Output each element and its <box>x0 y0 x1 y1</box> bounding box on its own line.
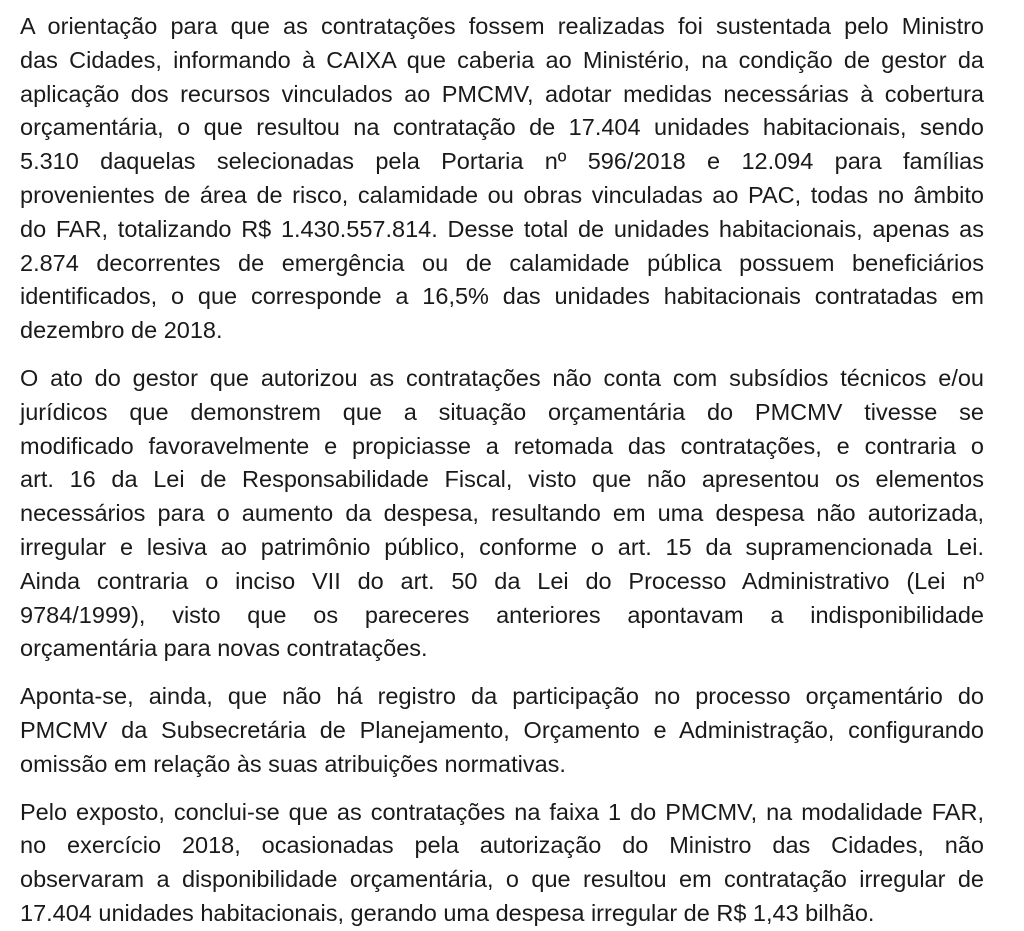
paragraph-line: jurídicos que demonstrem que a situação orçamentária do PMCMV tivesse se <box>20 398 984 425</box>
paragraph-line: 9784/1999), visto que os pareceres anteriores apontavam a indisponibilidade <box>20 601 984 628</box>
paragraph-3 <box>20 680 984 781</box>
paragraph-line: 5.310 daquelas selecionadas pela Portaria nº 596/2018 e 12.094 para famílias <box>20 148 984 175</box>
paragraph-2 <box>20 362 984 666</box>
paragraph-line: orçamentária para novas contratações. <box>20 635 428 662</box>
paragraph-line: orçamentária, o que resultou na contratação de 17.404 unidades habitacionais, sendo <box>20 114 984 141</box>
paragraph-line: aplicação dos recursos vinculados ao PMCMV, adotar medidas necessárias à cobertura <box>20 80 984 107</box>
paragraph-line: A orientação para que as contratações fossem realizadas foi sustentada pelo Ministro <box>20 13 984 39</box>
paragraph-line: das Cidades, informando à CAIXA que caberia ao Ministério, na condição de gestor da <box>20 46 984 73</box>
paragraph-line: PMCMV da Subsecretária de Planejamento, Orçamento e Administração, configurando <box>20 716 984 743</box>
paragraph-line: 17.404 unidades habitacionais, gerando uma despesa irregular de R$ 1,43 bilhão. <box>20 899 875 926</box>
paragraph-1 <box>20 10 984 348</box>
paragraph-line: dezembro de 2018. <box>20 317 223 344</box>
paragraph-line: irregular e lesiva ao patrimônio público, conforme o art. 15 da supramencionada Lei. <box>20 533 984 560</box>
paragraph-line: modificado favoravelmente e propiciasse a retomada das contratações, e contraria o <box>20 432 984 459</box>
paragraph-line: necessários para o aumento da despesa, resultando em uma despesa não autorizada, <box>20 500 984 527</box>
paragraph-line: no exercício 2018, ocasionadas pela autorização do Ministro das Cidades, não <box>20 832 984 859</box>
paragraph-line: provenientes de área de risco, calamidade ou obras vinculadas ao PAC, todas no âmbito <box>20 181 984 208</box>
paragraph-line: omissão em relação às suas atribuições normativas. <box>20 750 566 777</box>
paragraph-line: Aponta-se, ainda, que não há registro da participação no processo orçamentário do <box>20 683 984 710</box>
paragraph-line: art. 16 da Lei de Responsabilidade Fiscal, visto que não apresentou os elementos <box>20 466 984 493</box>
paragraph-line: observaram a disponibilidade orçamentária, o que resultou em contratação irregular de <box>20 866 984 893</box>
paragraph-line: 2.874 decorrentes de emergência ou de calamidade pública possuem beneficiários <box>20 249 984 276</box>
paragraph-line: O ato do gestor que autorizou as contratações não conta com subsídios técnicos e/ou <box>20 364 984 391</box>
paragraph-4 <box>20 796 984 931</box>
paragraph-line: Ainda contraria o inciso VII do art. 50 da Lei do Processo Administrativo (Lei nº <box>20 567 984 594</box>
paragraph-line: identificados, o que corresponde a 16,5% das unidades habitacionais contratadas em <box>20 283 984 310</box>
paragraph-line: do FAR, totalizando R$ 1.430.557.814. Desse total de unidades habitacionais, apenas as <box>20 215 984 242</box>
paragraph-line: Pelo exposto, conclui-se que as contratações na faixa 1 do PMCMV, na modalidade FAR, <box>20 798 984 825</box>
